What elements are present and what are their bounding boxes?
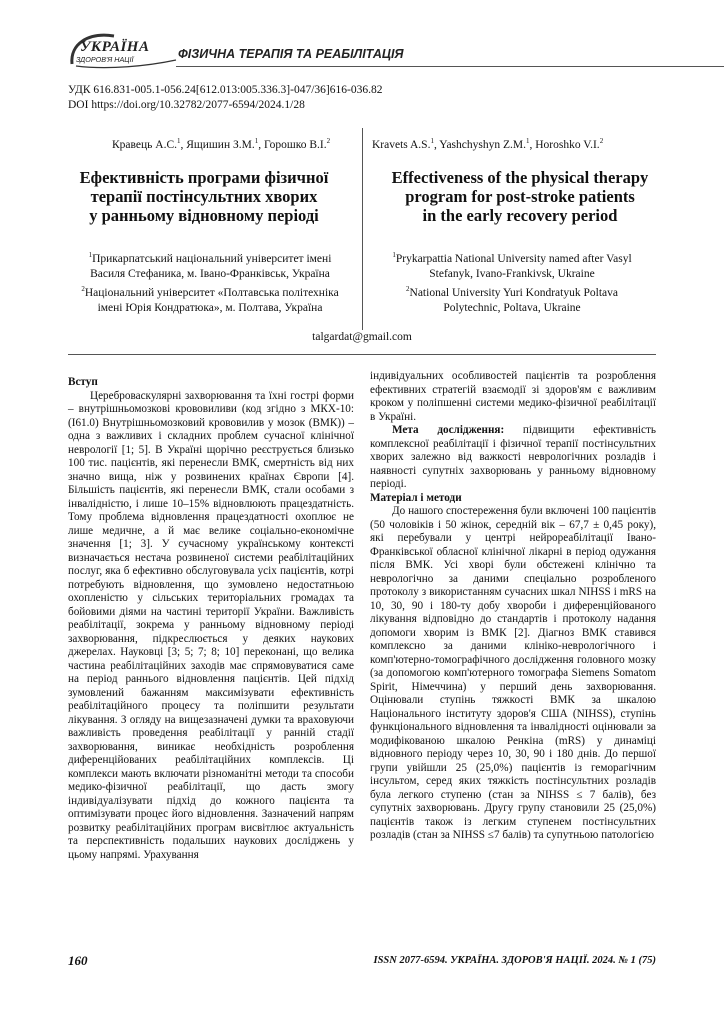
journal-issn: ISSN 2077-6594. УКРАЇНА. ЗДОРОВ'Я НАЦІЇ. 2024. № 1 (75): [373, 955, 656, 966]
affiliation-line: [60, 248, 360, 267]
contact-email[interactable]: talgardat@gmail.com: [312, 331, 412, 343]
article-meta: [68, 83, 382, 113]
logo-title: УКРАЇНА: [80, 39, 150, 55]
affil-text: Polytechnic, Poltava, Ukraine: [443, 301, 581, 314]
header-divider: [176, 66, 724, 67]
article-title-en: [370, 168, 670, 225]
affil-index: 1: [88, 251, 93, 259]
title-line: in the early recovery period: [422, 206, 618, 225]
author-name: Кравець А.С.: [112, 138, 177, 151]
affil-text: Національний університет «Полтавська політехніка: [84, 286, 339, 299]
affil-text: Василя Стефаника, м. Івано-Франківськ, Україна: [90, 267, 330, 280]
author-name: Yashchyshyn Z.M.: [439, 138, 526, 151]
author-affil-index: 1: [254, 137, 259, 145]
author-name: Kravets A.S.: [372, 138, 431, 151]
right-column: [370, 370, 656, 843]
affil-index: 2: [406, 284, 410, 293]
intro-paragraph-continued: індивідуальних особливостей пацієнтів та розроблення ефективних стратегій взаємодії зі здоров'ям є важливим кроком у поліпшенні системи медико-фізичної реабілітації в Україні.: [370, 370, 656, 423]
logo-subtitle: ЗДОРОВ'Я НАЦІЇ: [76, 55, 134, 64]
title-line: program for post-stroke patients: [405, 187, 635, 206]
udc-code: УДК 616.831-005.1-056.24[612.013:005.336.3]-047/36]616-036.82: [68, 84, 383, 96]
author-name: Горошко В.І.: [263, 138, 327, 151]
title-line: Ефективність програми фізичної: [79, 168, 329, 187]
article-title-uk: [54, 168, 354, 225]
affiliations-uk: [60, 248, 360, 316]
aim-label: Мета дослідження:: [392, 424, 505, 436]
affiliation-line: [372, 248, 652, 267]
affil-index: 2: [81, 284, 85, 293]
aim-text: підвищити ефективність комплексної реабілітації і фізичної терапії постінсультних хворих залежно від важкості неврологічних розладів і наявності супутніх захворювань у ранньому відновному періоді.: [370, 424, 657, 490]
author-name: Ящишин З.М.: [186, 138, 255, 151]
column-divider: [362, 128, 363, 330]
title-line: у ранньому відновному періоді: [89, 206, 319, 225]
authors-uk: Кравець А.С.$^1$, Ящишин З.М.$^1$, Горошко В.І.$^2$: [112, 137, 331, 151]
affiliation-line: [372, 282, 652, 301]
journal-section-title: ФІЗИЧНА ТЕРАПІЯ ТА РЕАБІЛІТАЦІЯ: [178, 47, 404, 61]
title-line: терапії постінсультних хворих: [90, 187, 318, 206]
intro-paragraph: Цереброваскулярні захворювання та їхні гострі форми – внутрішньомозкові крововиливи (код згідно з МКХ-10: (I61.0) Внутрішньомозковий крововилив у мозок (ВМК)) – одна з важливих і складних проблем сучасної клінічної неврології [1; 5]. В Україні щорічно реєструється близько 100 тис. пацієнтів, які перенесли ВМК, смертність від них значно вища, ніж у розвинених країнах Європи [4]. Більшість пацієнтів, які перенесли ВМК, стали особами з інвалідністю, і лише 10–15% відновлюють працездатність. Тому проблема відновлення працездатності охоплює не лише медичне, а й має велике соціально-економічне значення [1; 3]. У сучасному українському контексті визначається нестача розвиненої системи реабілітаційних послуг, яка б ефективно обслуговувала усіх пацієнтів, котрі потребують відновлення, що зумовлено недостатньою охопленістю у сільських територіальних громадах та бойовими діями на частині території України. Важливість реабілітації, зокрема у ранньому відновному періоді захворювання, підкреслюється у деяких наукових джерелах. Науковці [3; 5; 7; 8; 10] переконані, що велика частина реабілітаційних заходів має спрямовуватися саме на період раннього відновлення пацієнтів. Цей підхід зумовлений бажанням максимізувати ефективність реабілітаційного процесу та поліпшити результати лікування. З огляду на вищезазначені думки та враховуючи важливість проведення реабілітації у ранній стадії захворювання, виникає необхідність розроблення диференційованих реабілітаційних комплексів. Ці комплекси мають включати різноманітні методи та способи медико-фізичної реабілітації, що дасть змогу індивідуалізувати підхід до кожного пацієнта та оптимізувати процес його відновлення. Зазначений напрям розвитку реабілітаційних програм висвітлює актуальність та перспективність подальших наукових досліджень у цьому напрямі. Урахування: [68, 389, 354, 861]
affiliation-line: [60, 282, 360, 301]
left-column: [68, 376, 354, 862]
affil-text: імені Юрія Кондратюка», м. Полтава, Україна: [97, 301, 323, 314]
authors-en: Kravets A.S.$^1$, Yashchyshyn Z.M.$^1$, Horoshko V.I.$^2$: [372, 137, 604, 151]
affil-text: National University Yuri Kondratyuk Poltava: [409, 286, 618, 299]
methods-paragraph: До нашого спостереження були включені 100 пацієнтів (50 чоловіків і 50 жінок, середній вік – 67,7 ± 0,45 року), які перебували у центрі нейрореабілітації Івано-Франківської обласної клінічної лікарні в період одужання після ВМК. Усі хворі були обстежені клінічно та неврологічно за даними спеціально розробленого протоколу з використанням сучасних шкал NIHSS і mRS на 10, 30, 90 і 180-ту добу хвороби і диференційованого лікування відповідно до стандартів і протоколу надання допомоги хворим із ВМК [2]. Діагноз ВМК ставився комплексно за даними клініко-неврологічного і комп'ютерно-томографічного дослідження головного мозку (за допомогою комп'ютерного томографа Siemens Somatom Spirit, Німеччина) у перший день захворювання. Оцінювали ступінь тяжкості ВМК за шкалою Національного інституту здоров'я США (NIHSS), ступінь функціонального відновлення та інвалідності оцінювали за модифікованою шкалою Ренкіна (mRS) у динаміці відновного періоду через 10, 30, 90 і 180 днів. До першої групи увійшли 25 (25,0%) пацієнтів із геморагічним інсультом, серед яких тяжкість постінсультних розладів була легкого ступеню (стан за NIHSS ≤ 7 балів), без супутніх захворювань. Другу групу становили 25 (25,0%) пацієнтів також із легким ступенем постінсультних розладів (стан за NIHSS ≤7 балів) та супутньою патологією: [370, 505, 656, 841]
aim-paragraph: [370, 424, 656, 492]
section-divider: [68, 354, 656, 355]
author-affil-index: 2: [599, 137, 604, 145]
author-affil-index: 1: [430, 137, 434, 145]
journal-header: [68, 30, 668, 72]
intro-heading: Вступ: [68, 376, 98, 388]
page-number: 160: [68, 953, 88, 968]
author-affil-index: 2: [326, 137, 331, 145]
author-name: Horoshko V.I.: [535, 138, 600, 151]
affil-text: Prykarpattia National University named after Vasyl: [395, 252, 632, 265]
journal-logo: [68, 30, 178, 72]
affiliations-en: [372, 248, 652, 316]
affil-text: Прикарпатський національний університет імені: [92, 252, 332, 265]
affil-text: Stefanyk, Ivano-Frankivsk, Ukraine: [429, 267, 595, 280]
doi-link[interactable]: DOI https://doi.org/10.32782/2077-6594/2024.1/28: [68, 99, 305, 111]
affil-index: 1: [392, 251, 396, 259]
methods-heading: Матеріал і методи: [370, 491, 462, 504]
author-affil-index: 1: [177, 137, 181, 145]
title-line: Effectiveness of the physical therapy: [391, 168, 649, 187]
author-affil-index: 1: [526, 137, 530, 145]
